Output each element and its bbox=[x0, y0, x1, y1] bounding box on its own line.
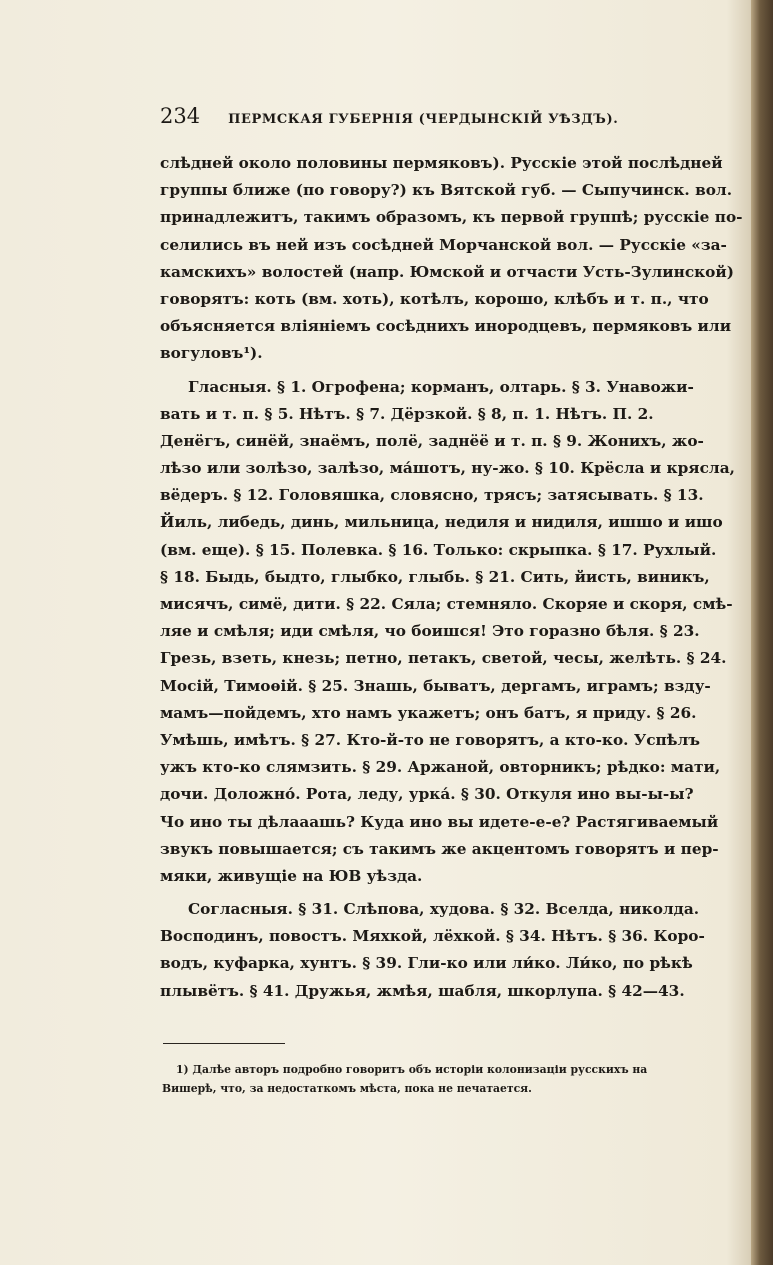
text-line: Йиль, либедь, динь, мильница, недиля и нидиля, ишшо и ишо bbox=[160, 513, 723, 532]
paragraph-consonants bbox=[160, 896, 705, 1005]
text-line: ляе и смѣля; иди смѣля, чо боишся! Это горазно бѣля. § 23. bbox=[160, 622, 700, 641]
text-line: ужъ кто-ко слямзить. § 29. Аржаной, овторникъ; рѣдко: мати, bbox=[160, 758, 721, 777]
book-spine-edge bbox=[751, 0, 773, 1265]
text-line: Денёгъ, синёй, знаёмъ, полё, заднёё и т. п. § 9. Жонихъ, жо- bbox=[160, 431, 704, 450]
text-line: говорятъ: коть (вм. хоть), котѣлъ, корошо, клѣбъ и т. п., что bbox=[160, 289, 709, 308]
text-line: Восподинъ, повостъ. Мяхкой, лёхкой. § 34. Нѣтъ. § 36. Коро- bbox=[160, 927, 705, 946]
text-line: вёдеръ. § 12. Головяшка, словясно, трясъ; затясывать. § 13. bbox=[160, 486, 704, 505]
page-number: 234 bbox=[160, 104, 201, 128]
text-line: группы ближе (по говору?) къ Вятской губ. — Сыпучинск. вол. bbox=[160, 181, 733, 200]
paragraph-intro bbox=[160, 150, 743, 368]
footnote bbox=[162, 1060, 648, 1098]
text-line: звукъ повышается; съ такимъ же акцентомъ говорятъ и пер- bbox=[160, 839, 719, 858]
text-line: Мосій, Тимоѳій. § 25. Знашь, быватъ, дергамъ, играмъ; взду- bbox=[160, 676, 711, 695]
text-line: селились въ ней изъ сосѣдней Морчанской вол. — Русскіе «за- bbox=[160, 235, 727, 254]
text-line: объясняется вліяніемъ сосѣднихъ инородцевъ, пермяковъ или bbox=[160, 317, 732, 336]
page-header bbox=[160, 104, 619, 134]
body-text bbox=[160, 150, 743, 1011]
text-line: Согласныя. § 31. Слѣпова, худова. § 32. Вселда, николда. bbox=[188, 900, 700, 919]
text-line: мисячъ, симё, дити. § 22. Сяла; стемняло. Скоряе и скоря, смѣ- bbox=[160, 595, 733, 613]
footnote-line: Вишерѣ, что, за недостаткомъ мѣста, пока не печатается. bbox=[162, 1082, 532, 1095]
text-line: плывётъ. § 41. Дружья, жмѣя, шабля, шкорлупа. § 42—43. bbox=[160, 981, 685, 1000]
text-line: § 18. Быдь, быдто, глыбко, глыбь. § 21. Сить, йисть, виникъ, bbox=[160, 567, 710, 586]
text-line: Грезь, взеть, кнезь; петно, петакъ, светой, чесы, желѣть. § 24. bbox=[160, 649, 727, 668]
text-line: мамъ—пойдемъ, хто намъ укажетъ; онъ батъ, я приду. § 26. bbox=[160, 703, 697, 722]
text-line: Умѣшь, имѣтъ. § 27. Кто-й-то не говорятъ, а кто-ко. Успѣлъ bbox=[160, 730, 701, 749]
text-line: Гласныя. § 1. Огрофена; корманъ, олтарь. § 3. Унавожи- bbox=[188, 377, 694, 396]
running-title: ПЕРМСКАЯ ГУБЕРНІЯ (ЧЕРДЫНСКІЙ УѢЗДЪ). bbox=[228, 112, 619, 127]
text-line: дочи. Доложно́. Рота, леду, урка́. § 30. Откуля ино вы-ы-ы? bbox=[160, 785, 694, 804]
footnote-line: 1) Далѣе авторъ подробно говоритъ объ исторіи колонизаціи русскихъ на bbox=[176, 1063, 648, 1076]
text-line: мяки, живущіе на ЮВ уѣзда. bbox=[160, 866, 423, 885]
paragraph-vowels bbox=[160, 374, 735, 891]
text-line: принадлежитъ, такимъ образомъ, къ первой группѣ; русскіе по- bbox=[160, 208, 743, 227]
text-line: камскихъ» волостей (напр. Юмской и отчасти Усть-Зулинской) bbox=[160, 262, 734, 281]
text-line: лѣзо или золѣзо, залѣзо, ма́шотъ, ну-жо. § 10. Крёсла и крясла, bbox=[160, 459, 735, 478]
text-line: слѣдней около половины пермяковъ). Русскіе этой послѣдней bbox=[160, 154, 723, 172]
text-line: водъ, куфарка, хунтъ. § 39. Гли-ко или ли́ко. Ли́ко, по рѣкѣ bbox=[160, 954, 693, 973]
text-line: Чо ино ты дѣлааашь? Куда ино вы идете-е-е? Растягиваемый bbox=[160, 812, 719, 831]
footnote-divider bbox=[163, 1043, 285, 1044]
text-line: вогуловъ¹). bbox=[160, 344, 263, 363]
text-line: вать и т. п. § 5. Нѣтъ. § 7. Дёрзкой. § 8, п. 1. Нѣтъ. П. 2. bbox=[160, 404, 654, 423]
text-line: (вм. еще). § 15. Полевка. § 16. Только: скрыпка. § 17. Рухлый. bbox=[160, 540, 717, 559]
